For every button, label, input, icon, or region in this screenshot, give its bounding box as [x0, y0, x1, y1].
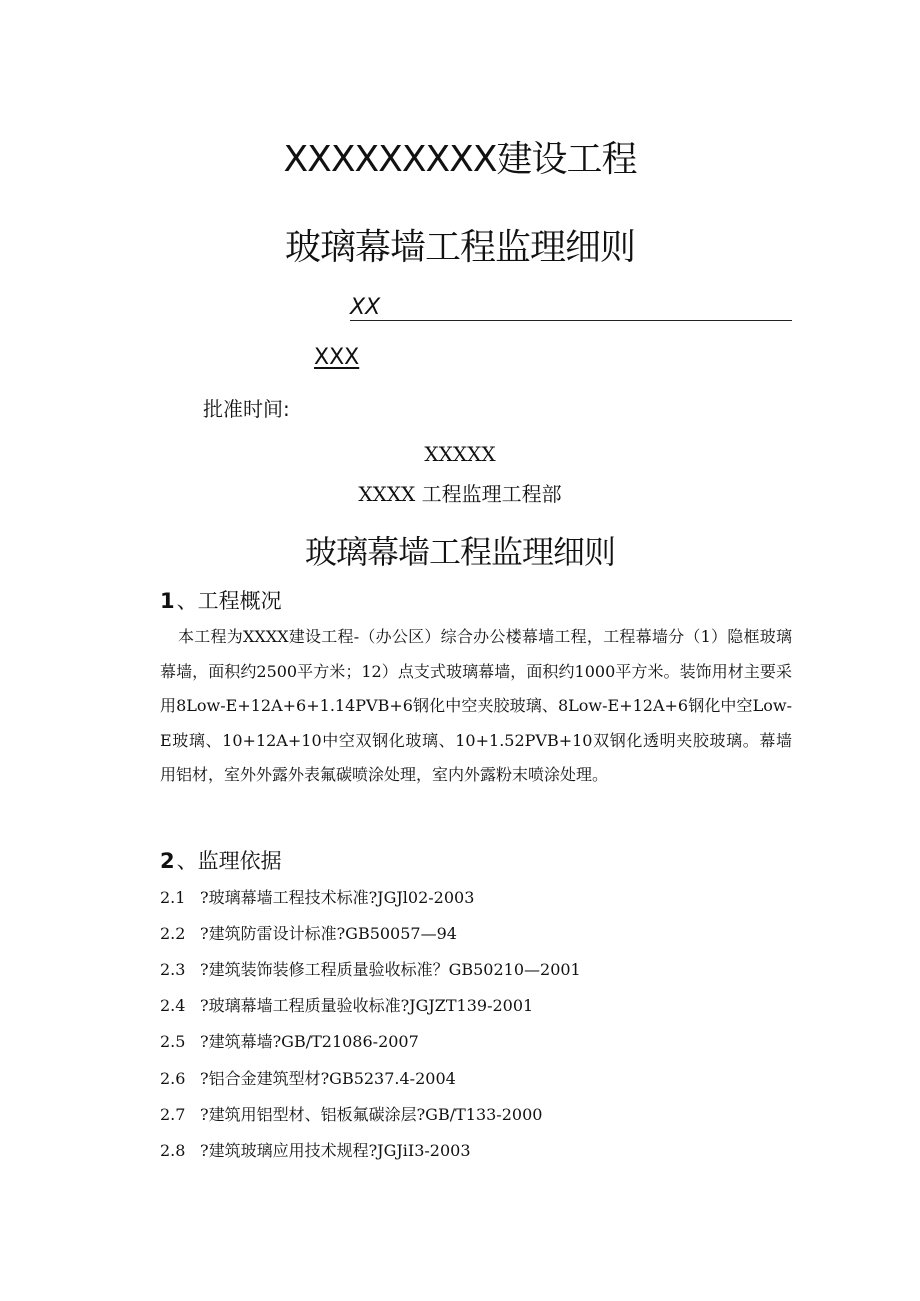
- reference-text: ?建筑防雷设计标准?GB50057—94: [200, 924, 457, 943]
- section-1-number: 1: [160, 589, 175, 613]
- field-value-1: XX: [350, 295, 381, 320]
- reference-number: 2.5: [160, 1032, 186, 1051]
- approval-label: 批准时间:: [203, 397, 290, 421]
- reference-text: ?玻璃幕墙工程技术标准?JGJl02-2003: [200, 888, 475, 907]
- reference-number: 2.2: [160, 924, 186, 943]
- reference-text: ?铝合金建筑型材?GB5237.4-2004: [200, 1069, 456, 1088]
- reference-number: 2.1: [160, 888, 186, 907]
- reference-number: 2.3: [160, 960, 186, 979]
- reference-text: ?建筑用铝型材、铝板氟碳涂层?GB/T133-2000: [200, 1105, 543, 1124]
- document-title: 玻璃幕墙工程监理细则: [304, 533, 615, 571]
- section-1-body: 本工程为XXXX建设工程-（办公区）综合办公楼幕墙工程，工程幕墙分（1）隐框玻璃幕墙，面积约2500平方米；12）点支式玻璃幕墙，面积约1000平方米。装饰用材主要采用8Low-E+12A+6+1.14PVB+6钢化中空夹胶玻璃、8Low-E+12A+6钢化中空Low-E玻璃、10+12A+10中空双钢化玻璃、10+1.52PVB+10双钢化透明夹胶玻璃。幕墙用铝材，室外外露外表氟碳喷涂处理，室内外露粉末喷涂处理。: [160, 627, 792, 784]
- section-2-separator: 、: [176, 849, 198, 873]
- section-2-number: 2: [160, 849, 175, 873]
- reference-item: [160, 886, 474, 910]
- reference-text: ?玻璃幕墙工程质量验收标准?JGJZT139-2001: [200, 996, 534, 1015]
- section-1-heading: [160, 586, 282, 616]
- reference-text: ?建筑幕墙?GB/T21086-2007: [200, 1032, 419, 1051]
- field-value-2: XXX: [314, 345, 360, 370]
- reference-number: 2.6: [160, 1069, 186, 1088]
- reference-item: [160, 1103, 542, 1127]
- reference-text: ?建筑装饰装修工程质量验收标准？GB50210—2001: [200, 960, 581, 979]
- project-title: XXXXXXXXX建设工程: [283, 139, 637, 180]
- section-2-heading: [160, 846, 282, 876]
- reference-number: 2.4: [160, 996, 186, 1015]
- section-1-separator: 、: [176, 589, 198, 613]
- org-department: XXXX 工程监理工程部: [358, 482, 562, 506]
- reference-item: [160, 1139, 471, 1163]
- reference-item: [160, 1067, 456, 1091]
- reference-number: 2.7: [160, 1105, 186, 1124]
- section-1-title: 工程概况: [197, 589, 282, 613]
- reference-text: ?建筑玻璃应用技术规程?JGJiI3-2003: [200, 1141, 471, 1160]
- cover-subtitle: 玻璃幕墙工程监理细则: [284, 227, 635, 268]
- reference-item: [160, 922, 457, 946]
- section-2-title: 监理依据: [197, 849, 282, 873]
- reference-number: 2.8: [160, 1141, 186, 1160]
- field-underline: [350, 320, 792, 321]
- reference-item: [160, 994, 533, 1018]
- org-name: XXXXX: [424, 442, 496, 466]
- reference-item: [160, 958, 581, 982]
- reference-item: [160, 1030, 419, 1054]
